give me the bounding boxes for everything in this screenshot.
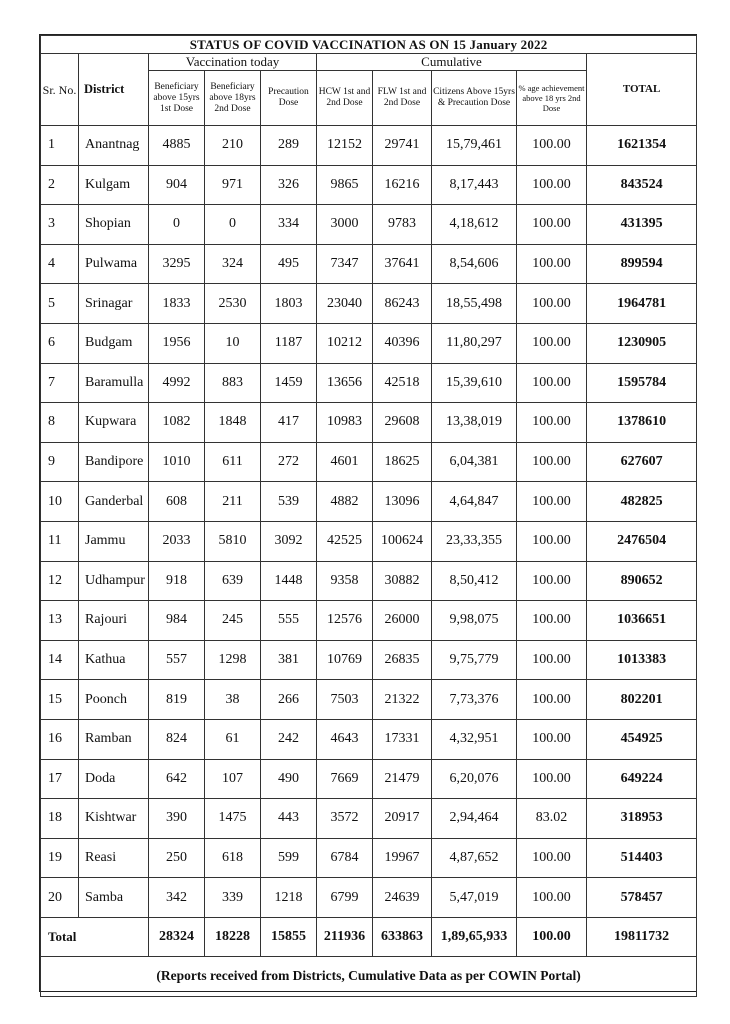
cell-ben18: 61 bbox=[205, 719, 261, 759]
cell-district: Kishtwar bbox=[79, 799, 149, 839]
cell-pct: 100.00 bbox=[517, 601, 587, 641]
cell-precaution: 1803 bbox=[261, 284, 317, 324]
cell-pct: 100.00 bbox=[517, 561, 587, 601]
grand-total: 19811732 bbox=[587, 917, 697, 956]
cell-flw: 20917 bbox=[373, 799, 432, 839]
cell-hcw: 10212 bbox=[317, 323, 373, 363]
cell-flw: 26000 bbox=[373, 601, 432, 641]
cell-ben18: 0 bbox=[205, 205, 261, 245]
cell-pct: 100.00 bbox=[517, 442, 587, 482]
cell-district: Samba bbox=[79, 878, 149, 918]
cell-hcw: 23040 bbox=[317, 284, 373, 324]
cell-ben18: 2530 bbox=[205, 284, 261, 324]
cell-precaution: 1448 bbox=[261, 561, 317, 601]
cell-district: Poonch bbox=[79, 680, 149, 720]
cell-total: 1964781 bbox=[587, 284, 697, 324]
cell-flw: 29608 bbox=[373, 403, 432, 443]
cell-hcw: 12576 bbox=[317, 601, 373, 641]
cell-district: Doda bbox=[79, 759, 149, 799]
cell-ben18: 1298 bbox=[205, 640, 261, 680]
cell-ben15: 250 bbox=[149, 838, 205, 878]
cell-district: Budgam bbox=[79, 323, 149, 363]
header-total: TOTAL bbox=[587, 54, 697, 126]
cell-hcw: 12152 bbox=[317, 126, 373, 166]
cell-citizens: 8,17,443 bbox=[432, 165, 517, 205]
table-row bbox=[41, 561, 697, 601]
cell-ben18: 639 bbox=[205, 561, 261, 601]
total-label: Total bbox=[41, 917, 149, 956]
cell-sr: 20 bbox=[41, 878, 79, 918]
cell-ben18: 10 bbox=[205, 323, 261, 363]
cell-citizens: 6,04,381 bbox=[432, 442, 517, 482]
table-row bbox=[41, 799, 697, 839]
total-hcw: 211936 bbox=[317, 917, 373, 956]
cell-total: 1621354 bbox=[587, 126, 697, 166]
table-row bbox=[41, 126, 697, 166]
cell-district: Udhampur bbox=[79, 561, 149, 601]
table-body bbox=[41, 126, 697, 918]
cell-total: 578457 bbox=[587, 878, 697, 918]
cell-flw: 21479 bbox=[373, 759, 432, 799]
header-beneficiary-15yrs: Beneficiary above 15yrs 1st Dose bbox=[149, 71, 205, 126]
cell-flw: 13096 bbox=[373, 482, 432, 522]
cell-precaution: 539 bbox=[261, 482, 317, 522]
cell-flw: 37641 bbox=[373, 244, 432, 284]
cell-flw: 24639 bbox=[373, 878, 432, 918]
table-row bbox=[41, 403, 697, 443]
cell-precaution: 443 bbox=[261, 799, 317, 839]
cell-ben15: 904 bbox=[149, 165, 205, 205]
cell-flw: 21322 bbox=[373, 680, 432, 720]
cell-district: Pulwama bbox=[79, 244, 149, 284]
cell-total: 899594 bbox=[587, 244, 697, 284]
cell-total: 1013383 bbox=[587, 640, 697, 680]
cell-sr: 8 bbox=[41, 403, 79, 443]
cell-precaution: 334 bbox=[261, 205, 317, 245]
header-beneficiary-18yrs: Beneficiary above 18yrs 2nd Dose bbox=[205, 71, 261, 126]
footer-note: (Reports received from Districts, Cumulative Data as per COWIN Portal) bbox=[41, 956, 697, 996]
cell-total: 1230905 bbox=[587, 323, 697, 363]
cell-ben15: 984 bbox=[149, 601, 205, 641]
cell-ben18: 107 bbox=[205, 759, 261, 799]
cell-flw: 19967 bbox=[373, 838, 432, 878]
cell-citizens: 15,79,461 bbox=[432, 126, 517, 166]
table-row bbox=[41, 878, 697, 918]
cell-flw: 29741 bbox=[373, 126, 432, 166]
cell-sr: 11 bbox=[41, 521, 79, 561]
cell-ben18: 324 bbox=[205, 244, 261, 284]
cell-citizens: 23,33,355 bbox=[432, 521, 517, 561]
cell-sr: 6 bbox=[41, 323, 79, 363]
cell-hcw: 3000 bbox=[317, 205, 373, 245]
cell-ben18: 1475 bbox=[205, 799, 261, 839]
cell-district: Jammu bbox=[79, 521, 149, 561]
cell-total: 802201 bbox=[587, 680, 697, 720]
cell-sr: 17 bbox=[41, 759, 79, 799]
cell-total: 431395 bbox=[587, 205, 697, 245]
cell-citizens: 6,20,076 bbox=[432, 759, 517, 799]
cell-district: Anantnag bbox=[79, 126, 149, 166]
cell-ben15: 1956 bbox=[149, 323, 205, 363]
cell-pct: 100.00 bbox=[517, 126, 587, 166]
header-district: District bbox=[79, 54, 149, 126]
cell-sr: 5 bbox=[41, 284, 79, 324]
cell-pct: 83.02 bbox=[517, 799, 587, 839]
table-row bbox=[41, 442, 697, 482]
table-row bbox=[41, 601, 697, 641]
cell-district: Shopian bbox=[79, 205, 149, 245]
cell-sr: 3 bbox=[41, 205, 79, 245]
cell-citizens: 4,87,652 bbox=[432, 838, 517, 878]
cell-ben15: 918 bbox=[149, 561, 205, 601]
table-row bbox=[41, 719, 697, 759]
cell-ben18: 210 bbox=[205, 126, 261, 166]
group-vaccination-today: Vaccination today bbox=[149, 54, 317, 71]
cell-precaution: 242 bbox=[261, 719, 317, 759]
cell-pct: 100.00 bbox=[517, 680, 587, 720]
cell-citizens: 13,38,019 bbox=[432, 403, 517, 443]
cell-hcw: 42525 bbox=[317, 521, 373, 561]
cell-sr: 15 bbox=[41, 680, 79, 720]
cell-precaution: 3092 bbox=[261, 521, 317, 561]
cell-hcw: 9865 bbox=[317, 165, 373, 205]
cell-district: Kupwara bbox=[79, 403, 149, 443]
cell-district: Bandipore bbox=[79, 442, 149, 482]
cell-district: Reasi bbox=[79, 838, 149, 878]
cell-total: 843524 bbox=[587, 165, 697, 205]
cell-precaution: 326 bbox=[261, 165, 317, 205]
cell-flw: 86243 bbox=[373, 284, 432, 324]
cell-total: 514403 bbox=[587, 838, 697, 878]
table-row bbox=[41, 838, 697, 878]
cell-flw: 16216 bbox=[373, 165, 432, 205]
cell-pct: 100.00 bbox=[517, 323, 587, 363]
vaccination-table bbox=[40, 35, 697, 997]
group-cumulative: Cumulative bbox=[317, 54, 587, 71]
cell-hcw: 10769 bbox=[317, 640, 373, 680]
table-row bbox=[41, 482, 697, 522]
cell-citizens: 4,18,612 bbox=[432, 205, 517, 245]
cell-ben15: 0 bbox=[149, 205, 205, 245]
cell-ben18: 38 bbox=[205, 680, 261, 720]
cell-ben15: 557 bbox=[149, 640, 205, 680]
cell-total: 454925 bbox=[587, 719, 697, 759]
cell-precaution: 599 bbox=[261, 838, 317, 878]
cell-citizens: 11,80,297 bbox=[432, 323, 517, 363]
cell-citizens: 8,50,412 bbox=[432, 561, 517, 601]
cell-sr: 10 bbox=[41, 482, 79, 522]
cell-district: Baramulla bbox=[79, 363, 149, 403]
cell-ben15: 4885 bbox=[149, 126, 205, 166]
table-row bbox=[41, 244, 697, 284]
cell-ben18: 611 bbox=[205, 442, 261, 482]
total-precaution: 15855 bbox=[261, 917, 317, 956]
cell-district: Rajouri bbox=[79, 601, 149, 641]
cell-citizens: 4,64,847 bbox=[432, 482, 517, 522]
cell-precaution: 381 bbox=[261, 640, 317, 680]
cell-precaution: 266 bbox=[261, 680, 317, 720]
table-row bbox=[41, 640, 697, 680]
cell-citizens: 8,54,606 bbox=[432, 244, 517, 284]
cell-precaution: 495 bbox=[261, 244, 317, 284]
cell-pct: 100.00 bbox=[517, 205, 587, 245]
cell-precaution: 490 bbox=[261, 759, 317, 799]
cell-flw: 100624 bbox=[373, 521, 432, 561]
cell-citizens: 2,94,464 bbox=[432, 799, 517, 839]
cell-hcw: 6784 bbox=[317, 838, 373, 878]
cell-flw: 30882 bbox=[373, 561, 432, 601]
cell-precaution: 1218 bbox=[261, 878, 317, 918]
cell-sr: 18 bbox=[41, 799, 79, 839]
cell-pct: 100.00 bbox=[517, 482, 587, 522]
table-row bbox=[41, 363, 697, 403]
total-ben18: 18228 bbox=[205, 917, 261, 956]
total-flw: 633863 bbox=[373, 917, 432, 956]
cell-pct: 100.00 bbox=[517, 403, 587, 443]
cell-district: Kathua bbox=[79, 640, 149, 680]
cell-citizens: 9,98,075 bbox=[432, 601, 517, 641]
cell-district: Kulgam bbox=[79, 165, 149, 205]
cell-hcw: 7669 bbox=[317, 759, 373, 799]
cell-total: 2476504 bbox=[587, 521, 697, 561]
cell-precaution: 417 bbox=[261, 403, 317, 443]
cell-ben18: 618 bbox=[205, 838, 261, 878]
cell-district: Ganderbal bbox=[79, 482, 149, 522]
cell-citizens: 9,75,779 bbox=[432, 640, 517, 680]
cell-precaution: 555 bbox=[261, 601, 317, 641]
cell-ben15: 608 bbox=[149, 482, 205, 522]
cell-precaution: 1187 bbox=[261, 323, 317, 363]
cell-hcw: 4643 bbox=[317, 719, 373, 759]
cell-ben18: 883 bbox=[205, 363, 261, 403]
cell-pct: 100.00 bbox=[517, 165, 587, 205]
cell-flw: 9783 bbox=[373, 205, 432, 245]
header-sr-no: Sr. No. bbox=[41, 54, 79, 126]
cell-ben15: 2033 bbox=[149, 521, 205, 561]
cell-flw: 40396 bbox=[373, 323, 432, 363]
cell-sr: 13 bbox=[41, 601, 79, 641]
table-row bbox=[41, 284, 697, 324]
cell-pct: 100.00 bbox=[517, 838, 587, 878]
table-row bbox=[41, 165, 697, 205]
cell-total: 1595784 bbox=[587, 363, 697, 403]
cell-ben15: 390 bbox=[149, 799, 205, 839]
cell-sr: 1 bbox=[41, 126, 79, 166]
cell-ben18: 339 bbox=[205, 878, 261, 918]
header-hcw: HCW 1st and 2nd Dose bbox=[317, 71, 373, 126]
cell-district: Srinagar bbox=[79, 284, 149, 324]
cell-hcw: 7503 bbox=[317, 680, 373, 720]
cell-flw: 42518 bbox=[373, 363, 432, 403]
header-flw: FLW 1st and 2nd Dose bbox=[373, 71, 432, 126]
cell-citizens: 7,73,376 bbox=[432, 680, 517, 720]
cell-hcw: 9358 bbox=[317, 561, 373, 601]
cell-flw: 17331 bbox=[373, 719, 432, 759]
cell-ben15: 4992 bbox=[149, 363, 205, 403]
table-row bbox=[41, 323, 697, 363]
total-ben15: 28324 bbox=[149, 917, 205, 956]
cell-total: 1036651 bbox=[587, 601, 697, 641]
vaccination-status-document bbox=[39, 34, 697, 992]
cell-pct: 100.00 bbox=[517, 284, 587, 324]
cell-hcw: 10983 bbox=[317, 403, 373, 443]
table-row bbox=[41, 680, 697, 720]
cell-citizens: 4,32,951 bbox=[432, 719, 517, 759]
header-precaution: Precaution Dose bbox=[261, 71, 317, 126]
table-row bbox=[41, 205, 697, 245]
cell-ben18: 5810 bbox=[205, 521, 261, 561]
cell-sr: 16 bbox=[41, 719, 79, 759]
cell-ben18: 211 bbox=[205, 482, 261, 522]
cell-sr: 2 bbox=[41, 165, 79, 205]
cell-total: 627607 bbox=[587, 442, 697, 482]
cell-flw: 18625 bbox=[373, 442, 432, 482]
total-pct: 100.00 bbox=[517, 917, 587, 956]
cell-hcw: 13656 bbox=[317, 363, 373, 403]
cell-hcw: 4882 bbox=[317, 482, 373, 522]
table-row bbox=[41, 521, 697, 561]
cell-sr: 7 bbox=[41, 363, 79, 403]
cell-citizens: 18,55,498 bbox=[432, 284, 517, 324]
cell-ben15: 824 bbox=[149, 719, 205, 759]
cell-pct: 100.00 bbox=[517, 878, 587, 918]
cell-ben15: 3295 bbox=[149, 244, 205, 284]
cell-pct: 100.00 bbox=[517, 363, 587, 403]
header-citizens: Citizens Above 15yrs & Precaution Dose bbox=[432, 71, 517, 126]
table-title: STATUS OF COVID VACCINATION AS ON 15 January 2022 bbox=[41, 36, 697, 54]
cell-sr: 9 bbox=[41, 442, 79, 482]
cell-flw: 26835 bbox=[373, 640, 432, 680]
cell-pct: 100.00 bbox=[517, 244, 587, 284]
cell-hcw: 4601 bbox=[317, 442, 373, 482]
cell-total: 318953 bbox=[587, 799, 697, 839]
totals-row bbox=[41, 917, 697, 956]
cell-ben18: 971 bbox=[205, 165, 261, 205]
cell-sr: 4 bbox=[41, 244, 79, 284]
cell-ben15: 819 bbox=[149, 680, 205, 720]
cell-hcw: 7347 bbox=[317, 244, 373, 284]
cell-sr: 14 bbox=[41, 640, 79, 680]
cell-precaution: 289 bbox=[261, 126, 317, 166]
cell-pct: 100.00 bbox=[517, 759, 587, 799]
cell-precaution: 272 bbox=[261, 442, 317, 482]
cell-pct: 100.00 bbox=[517, 521, 587, 561]
table-row bbox=[41, 759, 697, 799]
cell-pct: 100.00 bbox=[517, 719, 587, 759]
cell-ben15: 642 bbox=[149, 759, 205, 799]
cell-total: 649224 bbox=[587, 759, 697, 799]
cell-ben18: 1848 bbox=[205, 403, 261, 443]
cell-sr: 12 bbox=[41, 561, 79, 601]
total-citizens: 1,89,65,933 bbox=[432, 917, 517, 956]
cell-sr: 19 bbox=[41, 838, 79, 878]
cell-ben15: 1082 bbox=[149, 403, 205, 443]
cell-hcw: 6799 bbox=[317, 878, 373, 918]
cell-hcw: 3572 bbox=[317, 799, 373, 839]
cell-pct: 100.00 bbox=[517, 640, 587, 680]
cell-citizens: 15,39,610 bbox=[432, 363, 517, 403]
cell-citizens: 5,47,019 bbox=[432, 878, 517, 918]
cell-precaution: 1459 bbox=[261, 363, 317, 403]
cell-district: Ramban bbox=[79, 719, 149, 759]
cell-total: 890652 bbox=[587, 561, 697, 601]
cell-total: 1378610 bbox=[587, 403, 697, 443]
cell-ben15: 1010 bbox=[149, 442, 205, 482]
cell-total: 482825 bbox=[587, 482, 697, 522]
cell-ben15: 1833 bbox=[149, 284, 205, 324]
cell-ben18: 245 bbox=[205, 601, 261, 641]
header-pct-achievement: % age achievement above 18 yrs 2nd Dose bbox=[517, 71, 587, 126]
cell-ben15: 342 bbox=[149, 878, 205, 918]
